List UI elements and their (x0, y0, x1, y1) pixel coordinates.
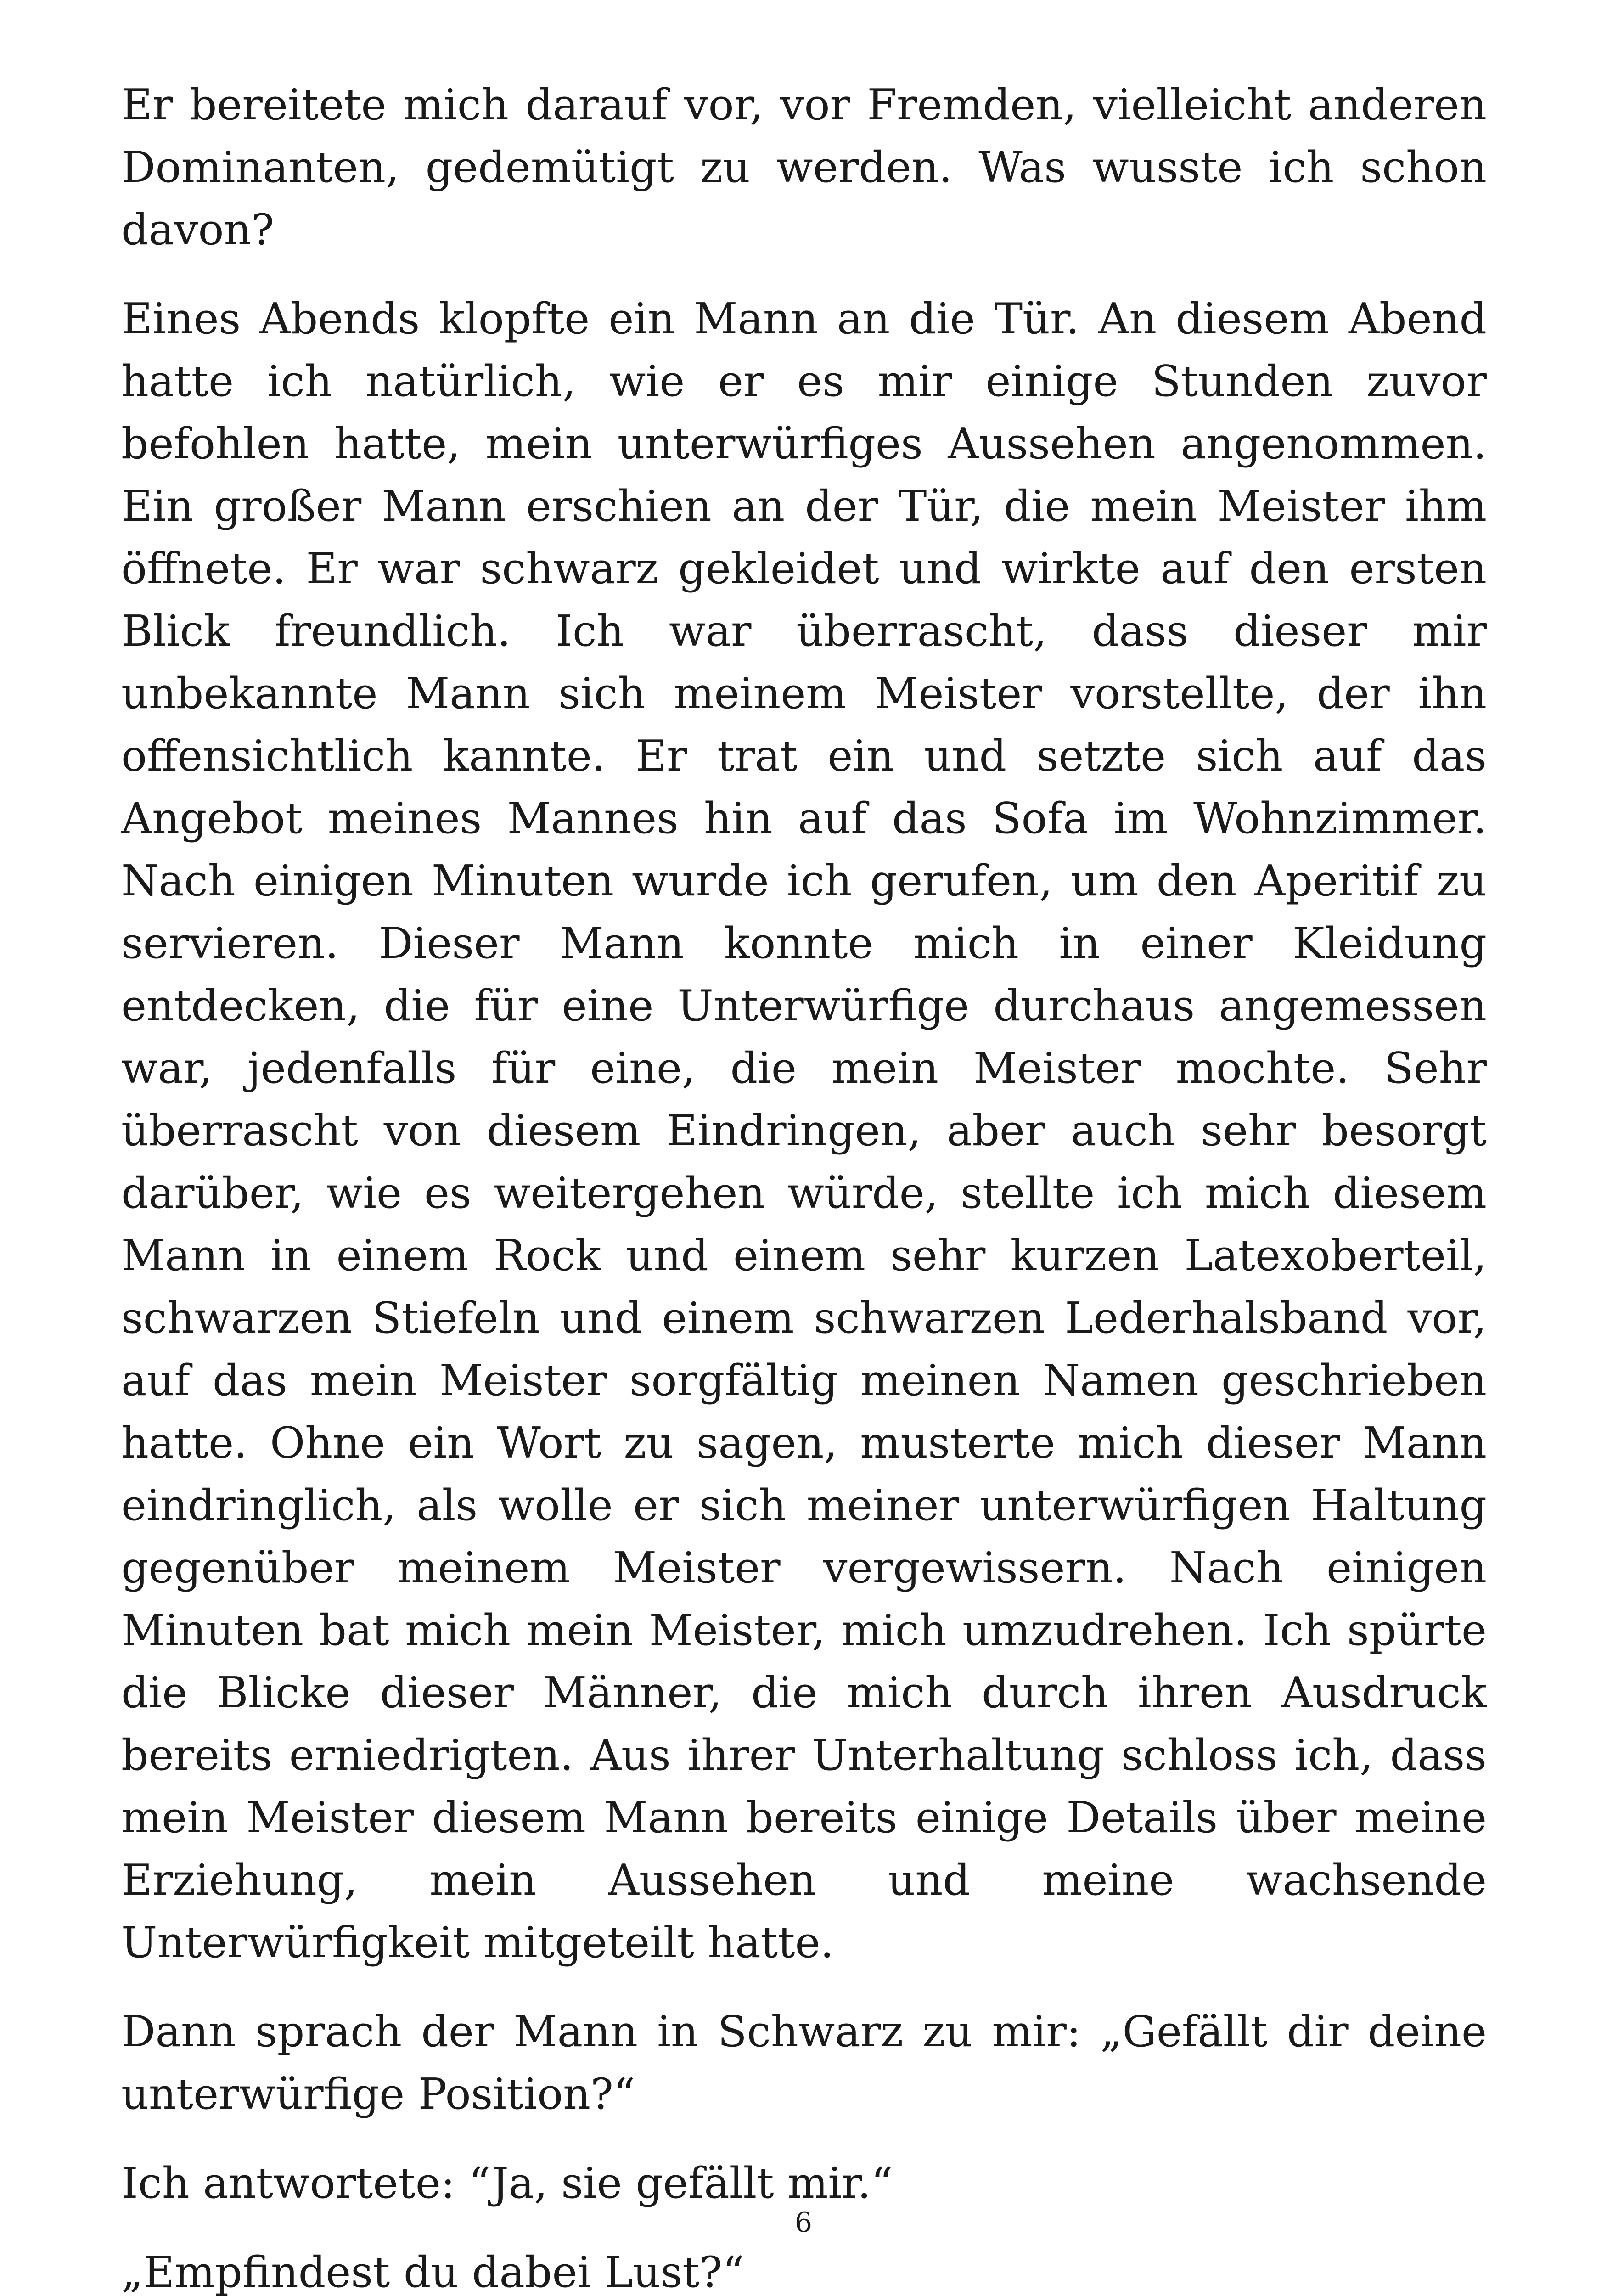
page-number: 6 (794, 2206, 813, 2239)
paragraph-1: Er bereitete mich darauf vor, vor Fremden, vielleicht anderen Dominanten, gedemütigt zu werden. Was wusste ich schon davon? (121, 80, 1487, 254)
paragraph-4: Ich antwortete: “Ja, sie gefällt mir.“ (121, 2158, 893, 2208)
paragraph-2: Eines Abends klopfte ein Mann an die Tür. An diesem Abend hatte ich natürlich, wie er es mir einige Stunden zuvor befohlen hatte, mein unterwürfiges Aussehen angenommen. Ein großer Mann erschien an der Tür, die mein Meister ihm öffnete. Er war schwarz gekleidet und wirkte auf den ersten Blick freundlich. Ich war überrascht, dass dieser mir unbekannte Mann sich meinem Meister vorstellte, der ihn offensichtlich kannte. Er trat ein und setzte sich auf das Angebot meines Mannes hin auf das Sofa im Wohnzimmer. Nach einigen Minuten wurde ich gerufen, um den Aperitif zu servieren. Dieser Mann konnte mich in einer Kleidung entdecken, die für eine Unterwürfige durchaus angemessen war, jedenfalls für eine, die mein Meister mochte. Sehr überrascht von diesem Eindringen, aber auch sehr besorgt darüber, wie es weitergehen würde, stellte ich mich diesem Mann in einem Rock und einem sehr kurzen Latexoberteil, schwarzen Stiefeln und einem schwarzen Lederhalsband vor, auf das mein Meister sorgfältig meinen Namen geschrieben hatte. Ohne ein Wort zu sagen, musterte mich dieser Mann eindringlich, als wolle er sich meiner unterwürfigen Haltung gegenüber meinem Meister vergewissern. Nach einigen Minuten bat mich mein Meister, mich umzudrehen. Ich spürte die Blicke dieser Männer, die mich durch ihren Ausdruck bereits erniedrigten. Aus ihrer Unterhaltung schloss ich, dass mein Meister diesem Mann bereits einige Details über meine Erziehung, mein Aussehen und meine wachsende Unterwürfigkeit mitgeteilt hatte. (121, 294, 1487, 1967)
paragraph-3: Dann sprach der Mann in Schwarz zu mir: „Gefällt dir deine unterwürfige Position?“ (121, 2007, 1487, 2119)
paragraph-5: „Empfindest du dabei Lust?“ (121, 2247, 744, 2296)
body-text (121, 73, 1487, 2296)
